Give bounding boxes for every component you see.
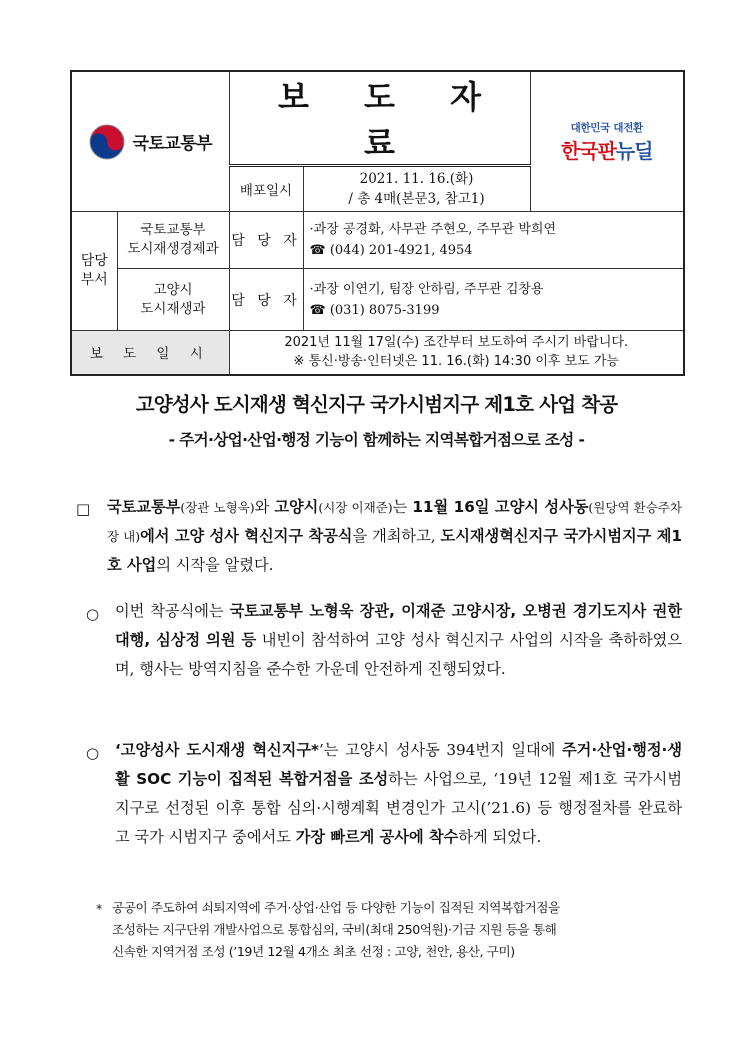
text-bold: 에서 [140,527,175,545]
text-small: (장관 노형욱) [180,500,255,515]
text: 하게 되었다. [458,828,542,846]
dept-side-label-2: 부서 [80,272,108,288]
press-release-header [70,70,683,376]
text-bold: 고양시 [274,498,319,516]
dept-org: 국토교통부 [140,222,206,238]
phone-icon: ☎ [309,302,326,318]
contact-phone: (031) 8075-3199 [329,302,440,318]
new-deal-logo-blue: 뉴딜 [615,138,653,163]
header-table [70,70,685,376]
press-release-title: 보 도 자 료 [229,71,530,166]
text: 의 시작을 알렸다. [156,556,274,574]
phone-icon: ☎ [309,243,326,258]
new-deal-slogan: 대한민국 대전환 [570,121,643,134]
text-bold: 도시재생혁신지구 국가시범지구 제1호 사업 [107,527,682,574]
footnote-mark: * [96,901,102,916]
footnote-line-3: 신속한 지역거점 조성 (’19년 12월 4개소 최초 선정 : 고양, 천안, 용산, 구미) [112,944,515,959]
contact-molit [303,212,684,269]
manager-label: 담 당 자 [229,212,303,269]
dept-side-label-1: 담당 [80,253,108,269]
text-bold: ‘고양성사 도시재생 혁신지구* [115,741,319,759]
page-count: / 총 4매(본문3, 참고1) [348,191,485,207]
dept-side-label [71,212,117,331]
contact-phone: (044) 201-4921, 4954 [329,243,473,258]
dept-org: 고양시 [153,281,193,298]
circle-bullet-icon: ○ [86,605,100,623]
dept-team: 도시재생경제과 [127,241,219,257]
text: 이번 착공식에는 [115,602,230,620]
korean-new-deal-logo [530,71,684,212]
text-bold: 국토교통부 [107,498,181,516]
distribution-label: 배포일시 [229,166,303,212]
ministry-logo-cell [71,71,229,212]
text-small: (원당역 환승주차장 내) [107,500,682,544]
text-small: (시장 이재준) [318,500,393,515]
paragraph-1 [107,493,682,580]
taegeuk-logo-icon [88,123,126,161]
circle-bullet-icon: ○ [86,744,100,762]
ministry-logo-text: 국토교통부 [132,134,213,154]
contact-goyang [303,269,684,331]
release-info [229,331,684,375]
footnote-line-2: 조성하는 지구단위 개발사업으로 통합심의, 국비(최대 250억원)·기금 지원 등을 통해 [112,922,557,937]
contact-people: ·과장 이연기, 팀장 안하림, 주무관 김창용 [309,281,544,297]
dept-goyang [117,269,229,331]
text: ’는 고양시 성사동 394번지 일대에 [318,741,562,759]
contact-people: ·과장 공경화, 사무관 주현오, 주무관 박희연 [309,222,557,237]
manager-label: 담 당 자 [229,269,303,331]
text: 는 [392,498,413,516]
footnote [112,897,687,963]
text: 내빈이 참석하여 고양 성사 혁신지구 사업의 시작을 축하하였으며, 행사는 방역지침을 준수한 가운데 안전하게 진행되었다. [115,631,682,678]
paragraph-2 [115,597,682,684]
dept-molit [117,212,229,269]
text-bold: 가장 빠르게 공사에 착수 [295,828,459,846]
distribution-date: 2021. 11. 16.(화) [359,171,474,187]
distribution-info [303,166,530,212]
release-line-2: ※ 통신·방송·인터넷은 11. 16.(화) 14:30 이후 보도 가능 [293,354,619,370]
release-label: 보 도 일 시 [71,331,229,375]
square-bullet-icon: □ [76,500,91,518]
footnote-line-1: 공공이 주도하여 쇠퇴지역에 주거·상업·산업 등 다양한 기능이 집적된 지역복합거점을 [112,900,560,915]
text-bold: 국토교통부 노형욱 장관, 이재준 고양시장, 오병권 경기도지사 권한대행, 심상정 의원 등 [115,602,683,649]
text: 와 [254,498,275,516]
release-line-1: 2021년 11월 17일(수) 조간부터 보도하여 주시기 바랍니다. [284,335,629,351]
text-bold: 고양 성사 혁신지구 착공식 [174,527,353,545]
text: 을 개최하고, [352,527,441,545]
text: 하는 사업으로, ‘19년 12월 제1호 국가시범지구로 선정된 이후 통합 심의·시행계획 변경인가 고시(’21.6) 등 행정절차를 완료하고 국가 시범지구 중에서도 [115,770,682,846]
subheadline: - 주거·상업·산업·행정 기능이 함께하는 지역복합거점으로 조성 - [168,431,585,449]
text-bold: 11월 16일 고양시 성사동 [412,498,589,516]
new-deal-logo-red: 한국판 [560,138,616,163]
dept-team: 도시재생과 [140,300,206,317]
text-bold: 주거·산업·행정·생활 SOC 기능이 집적된 복합거점을 조성 [115,741,682,788]
paragraph-3 [115,736,682,852]
headline: 고양성사 도시재생 혁신지구 국가시범지구 제1호 사업 착공 [135,393,618,416]
